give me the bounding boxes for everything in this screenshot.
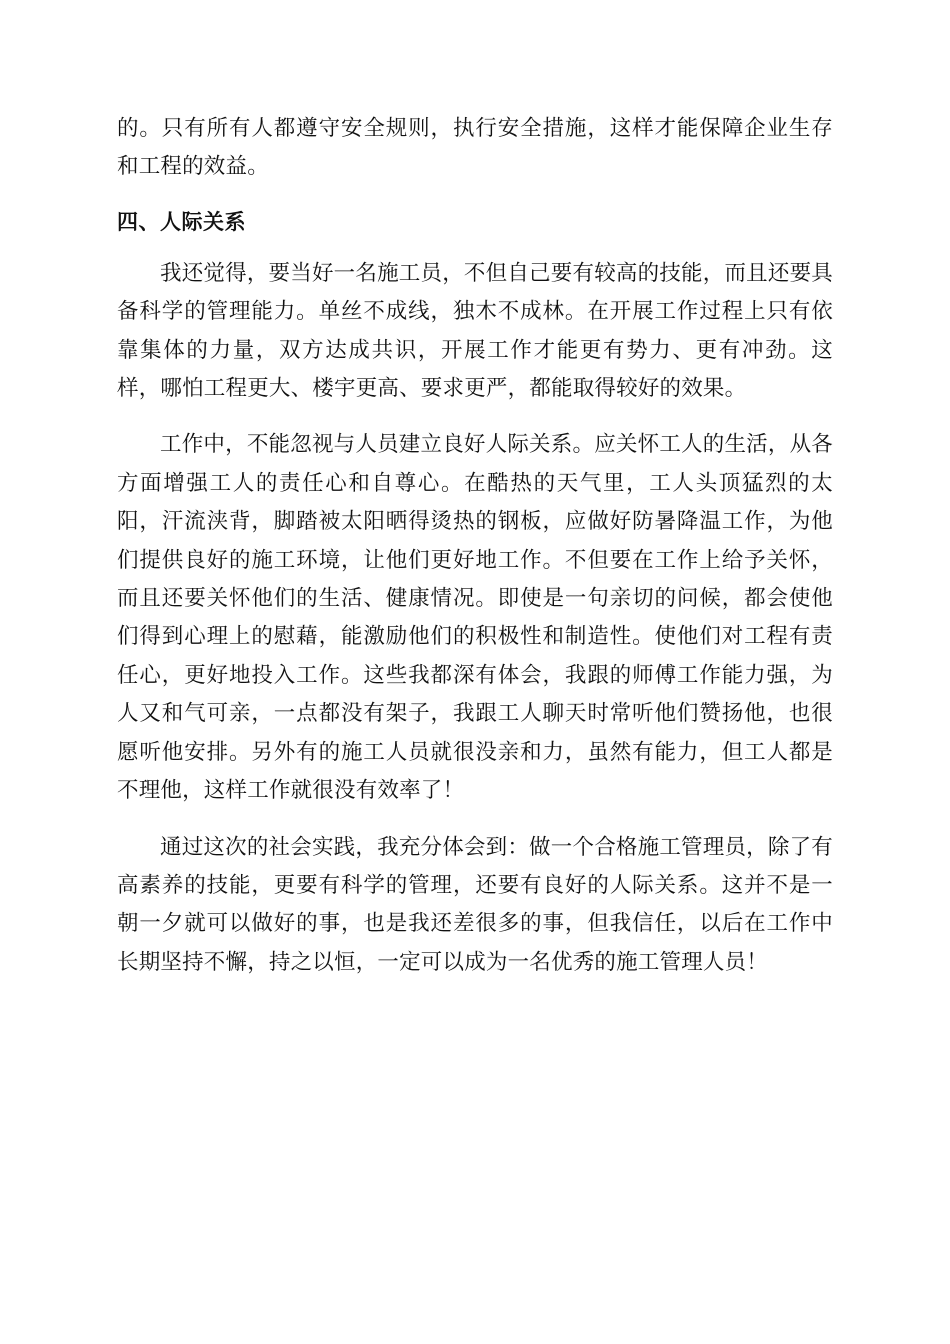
paragraph: 我还觉得，要当好一名施工员，不但自己要有较高的技能，而且还要具备科学的管理能力。单丝不成线，独木不成林。在开展工作过程上只有依靠集体的力量，双方达成共识，开展工作才能更有势力、更有冲劲。这样，哪怕工程更大、楼宇更高、要求更严，都能取得较好的效果。 bbox=[117, 260, 833, 402]
paragraph: 工作中，不能忽视与人员建立良好人际关系。应关怀工人的生活，从各方面增强工人的责任心和自尊心。在酷热的天气里，工人头顶猛烈的太阳，汗流浃背，脚踏被太阳晒得烫热的钢板，应做好防暑降温工作，为他们提供良好的施工环境，让他们更好地工作。不但要在工作上给予关怀，而且还要关怀他们的生活、健康情况。即使是一句亲切的问候，都会使他们得到心理上的慰藉，能激励他们的积极性和制造性。使他们对工程有责任心，更好地投入工作。这些我都深有体会，我跟的师傅工作能力强，为人又和气可亲，一点都没有架子，我跟工人聊天时常听他们赞扬他，也很愿听他安排。另外有的施工人员就很没亲和力，虽然有能力，但工人都是不理他，这样工作就很没有效率了！ bbox=[117, 432, 833, 804]
section-heading: 四、人际关系 bbox=[117, 209, 246, 234]
paragraph-continuation: 的。只有所有人都遵守安全规则，执行安全措施，这样才能保障企业生存和工程的效益。 bbox=[117, 116, 833, 180]
document-body bbox=[117, 110, 833, 982]
paragraph: 通过这次的社会实践，我充分体会到：做一个合格施工管理员，除了有高素养的技能，更要有科学的管理，还要有良好的人际关系。这并不是一朝一夕就可以做好的事，也是我还差很多的事，但我信任，以后在工作中长期坚持不懈，持之以恒，一定可以成为一名优秀的施工管理人员！ bbox=[117, 834, 833, 975]
